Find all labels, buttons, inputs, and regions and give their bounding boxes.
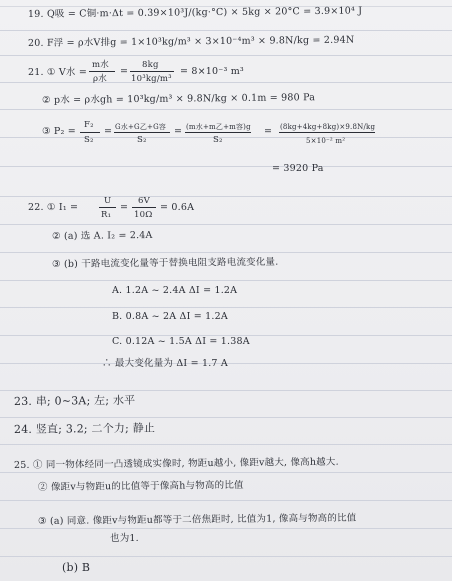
- fraction-bar: [80, 132, 100, 133]
- q21-p3-lhs: ③ P₂ =: [42, 126, 76, 137]
- q25-p1: 25. ① 同一物体经同一凸透镜成实像时, 物距u越小, 像距v越大, 像高h越大.: [13, 456, 339, 471]
- ruled-line: [0, 224, 452, 225]
- equals-sign: =: [104, 126, 113, 137]
- ruled-line: [0, 252, 452, 253]
- q25-p3a: ③ (a) 同意. 像距v与物距u都等于二倍焦距时, 比值为1, 像高与物高的比值: [37, 512, 357, 527]
- q24-answer: 24. 竖直; 3.2; 二个力; 静止: [13, 421, 156, 436]
- q22-p2: ② (a) 选 A. I₂ = 2.4A: [51, 229, 153, 242]
- q22-conclusion: ∴ 最大变化量为 ΔI = 1.7 A: [102, 358, 228, 369]
- q25-p2: ② 像距v与物距u的比值等于像高h与物高的比值: [37, 479, 244, 493]
- q21-p1-num1: m水: [92, 60, 109, 70]
- ruled-line: [0, 444, 452, 445]
- ruled-line: [0, 528, 452, 529]
- q22-p3: ③ (b) 干路电流变化量等于替换电阻支路电流变化量.: [51, 256, 279, 270]
- fraction-bar: [89, 71, 115, 72]
- ruled-line: [0, 196, 452, 197]
- q21-p3-d2: S₂: [137, 135, 147, 145]
- ruled-line: [0, 30, 452, 31]
- q21-p3-d3: S₂: [213, 135, 223, 145]
- ruled-line: [0, 417, 452, 418]
- equals-sign: =: [120, 202, 129, 213]
- q25-p4: (b) B: [62, 561, 91, 574]
- q22-p1-lhs: 22. ① I₁ =: [28, 202, 79, 213]
- q22-p1-num1: U: [104, 196, 112, 206]
- q21-p1-eq: =: [120, 66, 129, 77]
- ruled-line: [0, 55, 452, 56]
- ruled-line: [0, 166, 452, 167]
- ruled-line: [0, 307, 452, 308]
- ruled-line: [0, 109, 452, 110]
- q22-row-b: B. 0.8A ~ 2A ΔI = 1.2A: [112, 311, 228, 322]
- q22-p1-rhs: = 0.6A: [160, 202, 195, 213]
- q21-p2: ② p水 = ρ水gh = 10³kg/m³ × 9.8N/kg × 0.1m = 980 Pa: [41, 92, 316, 106]
- ruled-line: [0, 390, 452, 391]
- q22-p1-den2: 10Ω: [134, 210, 153, 220]
- ruled-line: [0, 82, 452, 83]
- q19-answer: 19. Q吸 = C铜·m·Δt = 0.39×10³J/(kg·°C) × 5kg × 20°C = 3.9×10⁴ J: [27, 5, 363, 20]
- q22-p1-den1: R₁: [101, 210, 112, 220]
- q21-p1-num2: 8kg: [142, 60, 159, 70]
- q21-p3-n2: G水+G乙+G容: [115, 123, 167, 131]
- q21-p3-d4: 5×10⁻² m²: [306, 137, 346, 145]
- fraction-bar: [185, 132, 251, 133]
- equals-sign: =: [174, 126, 183, 137]
- fraction-bar: [279, 132, 375, 133]
- fraction-bar: [114, 132, 170, 133]
- ruled-line: [0, 500, 452, 501]
- fraction-bar: [132, 207, 156, 208]
- q21-p3-n4: (8kg+4kg+8kg)×9.8N/kg: [280, 123, 376, 131]
- equals-sign: =: [264, 126, 273, 137]
- fraction-bar: [99, 207, 116, 208]
- q22-p1-num2: 6V: [138, 196, 150, 206]
- ruled-line: [0, 472, 452, 473]
- q21-p1-den2: 10³kg/m³: [131, 74, 172, 84]
- q21-p3-n3: (m水+m乙+m容)g: [186, 123, 251, 131]
- q21-p1-rhs: = 8×10⁻³ m³: [180, 66, 244, 77]
- q21-p1-lhs: 21. ① V水 =: [28, 67, 88, 78]
- q21-p3-result: = 3920 Pa: [272, 163, 324, 174]
- q21-p3-n1: F₂: [84, 120, 94, 130]
- ruled-line: [0, 280, 452, 281]
- q25-p3b: 也为1.: [110, 533, 139, 544]
- q20-answer: 20. F浮 = ρ水V排g = 1×10³kg/m³ × 3×10⁻⁴m³ × 9.8N/kg = 2.94N: [27, 34, 355, 49]
- q23-answer: 23. 串; 0~3A; 左; 水平: [13, 393, 136, 408]
- fraction-bar: [130, 71, 174, 72]
- q21-p1-den1: ρ水: [93, 74, 107, 84]
- q22-row-a: A. 1.2A ~ 2.4A ΔI = 1.2A: [112, 285, 238, 296]
- q21-p3-d1: S₂: [84, 135, 94, 145]
- q22-row-c: C. 0.12A ~ 1.5A ΔI = 1.38A: [112, 336, 250, 347]
- ruled-line: [0, 556, 452, 557]
